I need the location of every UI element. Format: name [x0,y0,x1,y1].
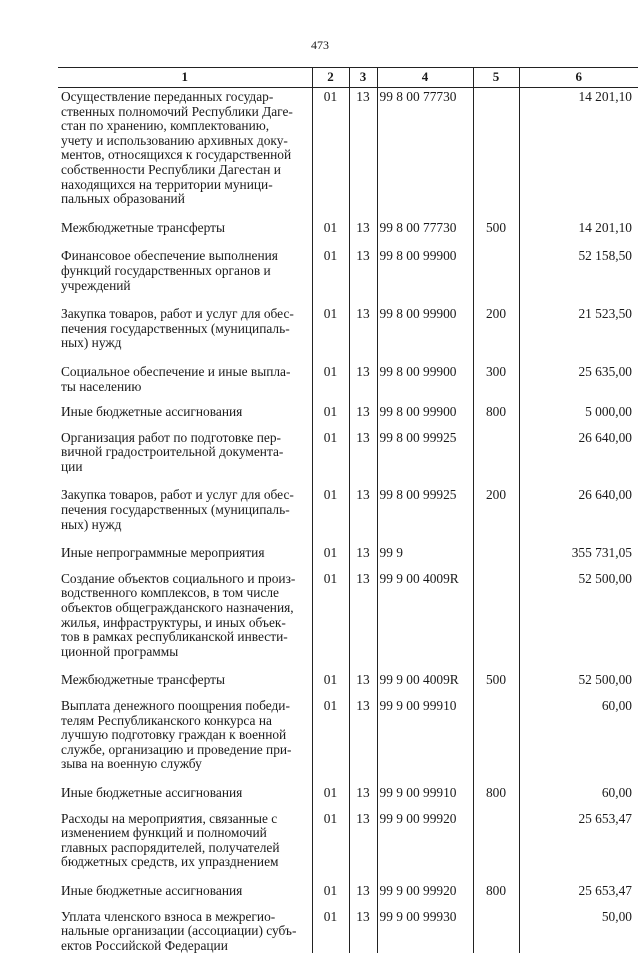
table-row [58,882,638,908]
table-row [58,403,638,429]
row-expense-type [473,305,519,363]
row-amount-text: 52 500,00 [578,571,632,586]
row-section-text: 01 [324,883,337,898]
row-amount-text: 50,00 [602,909,632,924]
row-target-article-text: 99 9 00 4009R [380,571,459,586]
row-target-article-text: 99 8 00 99900 [380,404,457,419]
row-description [58,247,312,305]
row-expense-type [473,544,519,570]
row-subsection [349,486,377,544]
row-target-article [377,403,473,429]
row-amount [519,403,638,429]
row-target-article-text: 99 9 00 99930 [380,909,457,924]
row-section [312,544,349,570]
row-amount [519,784,638,810]
row-amount [519,697,638,784]
row-subsection-text: 13 [356,672,369,687]
row-amount-text: 52 500,00 [578,672,632,687]
row-target-article-text: 99 8 00 99900 [380,306,457,321]
row-target-article-text: 99 9 [380,545,403,560]
row-description-text: Закупка товаров, работ и услуг для обес- печения государственных (муниципаль- ных) нужд [61,306,294,350]
row-section-text: 01 [324,571,337,586]
row-subsection-text: 13 [356,364,369,379]
row-description [58,882,312,908]
row-subsection-text: 13 [356,785,369,800]
row-description-text: Организация работ по подготовке пер- вичной градостроительной документа- ции [61,430,283,474]
row-description [58,305,312,363]
row-subsection-text: 13 [356,545,369,560]
row-subsection-text: 13 [356,430,369,445]
row-expense-type [473,810,519,882]
row-section [312,570,349,672]
row-description-text: Иные бюджетные ассигнования [61,785,242,800]
table-body [58,88,638,953]
row-description-text: Создание объектов социального и произ- водственного комплексов, в том числе объектов общегражданского назначения, жилья, инфраструктуры, и иных объек- тов в рамках республиканской инвести- ционной программы [61,571,295,659]
row-amount-text: 26 640,00 [578,487,632,502]
row-description-text: Социальное обеспечение и иные выпла- ты населению [61,364,290,394]
row-expense-type [473,403,519,429]
row-description-text: Расходы на мероприятия, связанные с изменением функций и полномочий главных распорядителей, получателей бюджетных средств, их упразднением [61,811,280,870]
row-target-article [377,486,473,544]
header-col-section: 2 [312,68,349,88]
row-subsection-text: 13 [356,698,369,713]
row-expense-type [473,219,519,248]
row-target-article-text: 99 9 00 4009R [380,672,459,687]
row-description [58,671,312,697]
row-expense-type [473,429,519,487]
table-row [58,697,638,784]
row-subsection [349,247,377,305]
row-subsection-text: 13 [356,909,369,924]
row-subsection-text: 13 [356,220,369,235]
row-section [312,908,349,953]
row-description [58,429,312,487]
row-description-text: Выплата денежного поощрения победи- телям Республиканского конкурса на лучшую подготовку граждан к военной службе, организацию и проведение при- зыва на военную службу [61,698,292,771]
row-target-article [377,697,473,784]
row-subsection [349,671,377,697]
row-target-article-text: 99 8 00 99900 [380,364,457,379]
header-col-amount: 6 [519,68,638,88]
row-description-text: Осуществление переданных государ- ственных полномочий Республики Даге- стан по хранению, комплектованию, учету и использованию архивных доку- ментов, относящихся к государственной собственности Республики Дагестан и находящихся на территории муници- пальных образований [61,89,293,206]
row-amount [519,305,638,363]
row-target-article [377,570,473,672]
table-row [58,784,638,810]
row-description-text: Иные бюджетные ассигнования [61,404,242,419]
table-row [58,544,638,570]
row-section [312,363,349,403]
row-section-text: 01 [324,545,337,560]
row-section [312,88,349,219]
row-expense-type-text: 500 [486,672,506,687]
row-expense-type [473,908,519,953]
row-subsection [349,810,377,882]
row-target-article-text: 99 9 00 99910 [380,698,457,713]
row-description-text: Финансовое обеспечение выполнения функций государственных органов и учреждений [61,248,278,292]
row-expense-type [473,882,519,908]
row-target-article [377,784,473,810]
row-target-article-text: 99 9 00 99920 [380,883,457,898]
row-amount-text: 5 000,00 [585,404,632,419]
row-section [312,219,349,248]
row-description [58,810,312,882]
row-expense-type [473,570,519,672]
row-description [58,403,312,429]
row-amount [519,247,638,305]
row-expense-type-text: 200 [486,487,506,502]
page-number: 473 [0,38,640,53]
row-subsection [349,88,377,219]
row-target-article-text: 99 8 00 99900 [380,248,457,263]
row-amount [519,88,638,219]
table-row [58,88,638,219]
row-amount [519,810,638,882]
row-section-text: 01 [324,785,337,800]
row-expense-type-text: 300 [486,364,506,379]
row-expense-type-text: 800 [486,404,506,419]
row-section-text: 01 [324,811,337,826]
row-subsection-text: 13 [356,883,369,898]
row-subsection [349,570,377,672]
row-description-text: Закупка товаров, работ и услуг для обес- печения государственных (муниципаль- ных) нужд [61,487,294,531]
row-amount [519,429,638,487]
row-amount-text: 52 158,50 [578,248,632,263]
row-section [312,429,349,487]
row-amount [519,363,638,403]
row-amount-text: 25 653,47 [578,883,632,898]
table-row [58,363,638,403]
row-target-article [377,882,473,908]
budget-table [58,67,638,953]
row-expense-type [473,697,519,784]
row-amount [519,544,638,570]
row-target-article [377,810,473,882]
row-target-article-text: 99 8 00 99925 [380,487,457,502]
row-description-text: Иные непрограммные мероприятия [61,545,265,560]
row-amount-text: 14 201,10 [578,220,632,235]
row-expense-type [473,363,519,403]
row-section-text: 01 [324,89,337,104]
row-subsection [349,784,377,810]
row-section-text: 01 [324,909,337,924]
row-subsection-text: 13 [356,306,369,321]
header-col-name: 1 [58,68,312,88]
table-row [58,429,638,487]
row-amount-text: 26 640,00 [578,430,632,445]
row-subsection-text: 13 [356,571,369,586]
row-subsection-text: 13 [356,487,369,502]
row-subsection [349,908,377,953]
row-target-article [377,88,473,219]
row-section [312,486,349,544]
row-subsection-text: 13 [356,811,369,826]
row-amount-text: 60,00 [602,698,632,713]
row-target-article [377,429,473,487]
row-section [312,882,349,908]
table-row [58,486,638,544]
row-description-text: Межбюджетные трансферты [61,220,225,235]
row-section-text: 01 [324,248,337,263]
header-col-subsection: 3 [349,68,377,88]
header-col-target-article: 4 [377,68,473,88]
row-expense-type [473,486,519,544]
row-description-text: Иные бюджетные ассигнования [61,883,242,898]
row-section-text: 01 [324,672,337,687]
row-section-text: 01 [324,487,337,502]
row-subsection [349,403,377,429]
row-subsection [349,363,377,403]
row-subsection [349,697,377,784]
row-expense-type [473,671,519,697]
row-description-text: Межбюджетные трансферты [61,672,225,687]
row-description [58,570,312,672]
row-description [58,908,312,953]
row-description [58,697,312,784]
row-description [58,486,312,544]
row-section [312,671,349,697]
row-amount-text: 21 523,50 [578,306,632,321]
row-section [312,697,349,784]
table-row [58,247,638,305]
row-target-article [377,363,473,403]
row-target-article-text: 99 8 00 77730 [380,220,457,235]
row-section [312,784,349,810]
table-row [58,671,638,697]
row-expense-type-text: 800 [486,785,506,800]
header-col-expense-type: 5 [473,68,519,88]
row-subsection [349,544,377,570]
row-section-text: 01 [324,306,337,321]
row-target-article [377,247,473,305]
row-subsection-text: 13 [356,404,369,419]
row-target-article-text: 99 8 00 99925 [380,430,457,445]
row-amount-text: 60,00 [602,785,632,800]
row-amount-text: 14 201,10 [578,89,632,104]
row-target-article-text: 99 9 00 99920 [380,811,457,826]
row-section [312,305,349,363]
row-amount [519,671,638,697]
row-expense-type-text: 200 [486,306,506,321]
row-target-article [377,671,473,697]
row-section-text: 01 [324,404,337,419]
row-amount [519,570,638,672]
row-subsection [349,882,377,908]
table-row [58,219,638,248]
row-amount-text: 25 635,00 [578,364,632,379]
row-section-text: 01 [324,698,337,713]
row-section [312,247,349,305]
table-row [58,570,638,672]
table-row [58,908,638,953]
row-description [58,88,312,219]
table-row [58,305,638,363]
row-section [312,810,349,882]
row-amount-text: 355 731,05 [572,545,632,560]
row-expense-type [473,784,519,810]
row-description [58,363,312,403]
row-expense-type [473,247,519,305]
row-description-text: Уплата членского взноса в межрегио- нальные организации (ассоциации) субъ- ектов Российской Федерации [61,909,296,953]
row-target-article [377,219,473,248]
row-amount [519,882,638,908]
row-subsection [349,219,377,248]
row-section-text: 01 [324,220,337,235]
header-row [58,68,638,88]
row-subsection-text: 13 [356,248,369,263]
row-subsection-text: 13 [356,89,369,104]
row-description [58,784,312,810]
row-section-text: 01 [324,364,337,379]
row-amount [519,908,638,953]
row-amount [519,219,638,248]
row-amount [519,486,638,544]
row-target-article-text: 99 8 00 77730 [380,89,457,104]
row-description [58,219,312,248]
row-expense-type-text: 500 [486,220,506,235]
row-target-article [377,544,473,570]
table-row [58,810,638,882]
row-section-text: 01 [324,430,337,445]
row-expense-type [473,88,519,219]
row-target-article-text: 99 9 00 99910 [380,785,457,800]
row-section [312,403,349,429]
row-expense-type-text: 800 [486,883,506,898]
row-amount-text: 25 653,47 [578,811,632,826]
row-target-article [377,908,473,953]
row-target-article [377,305,473,363]
row-description [58,544,312,570]
row-subsection [349,305,377,363]
row-subsection [349,429,377,487]
